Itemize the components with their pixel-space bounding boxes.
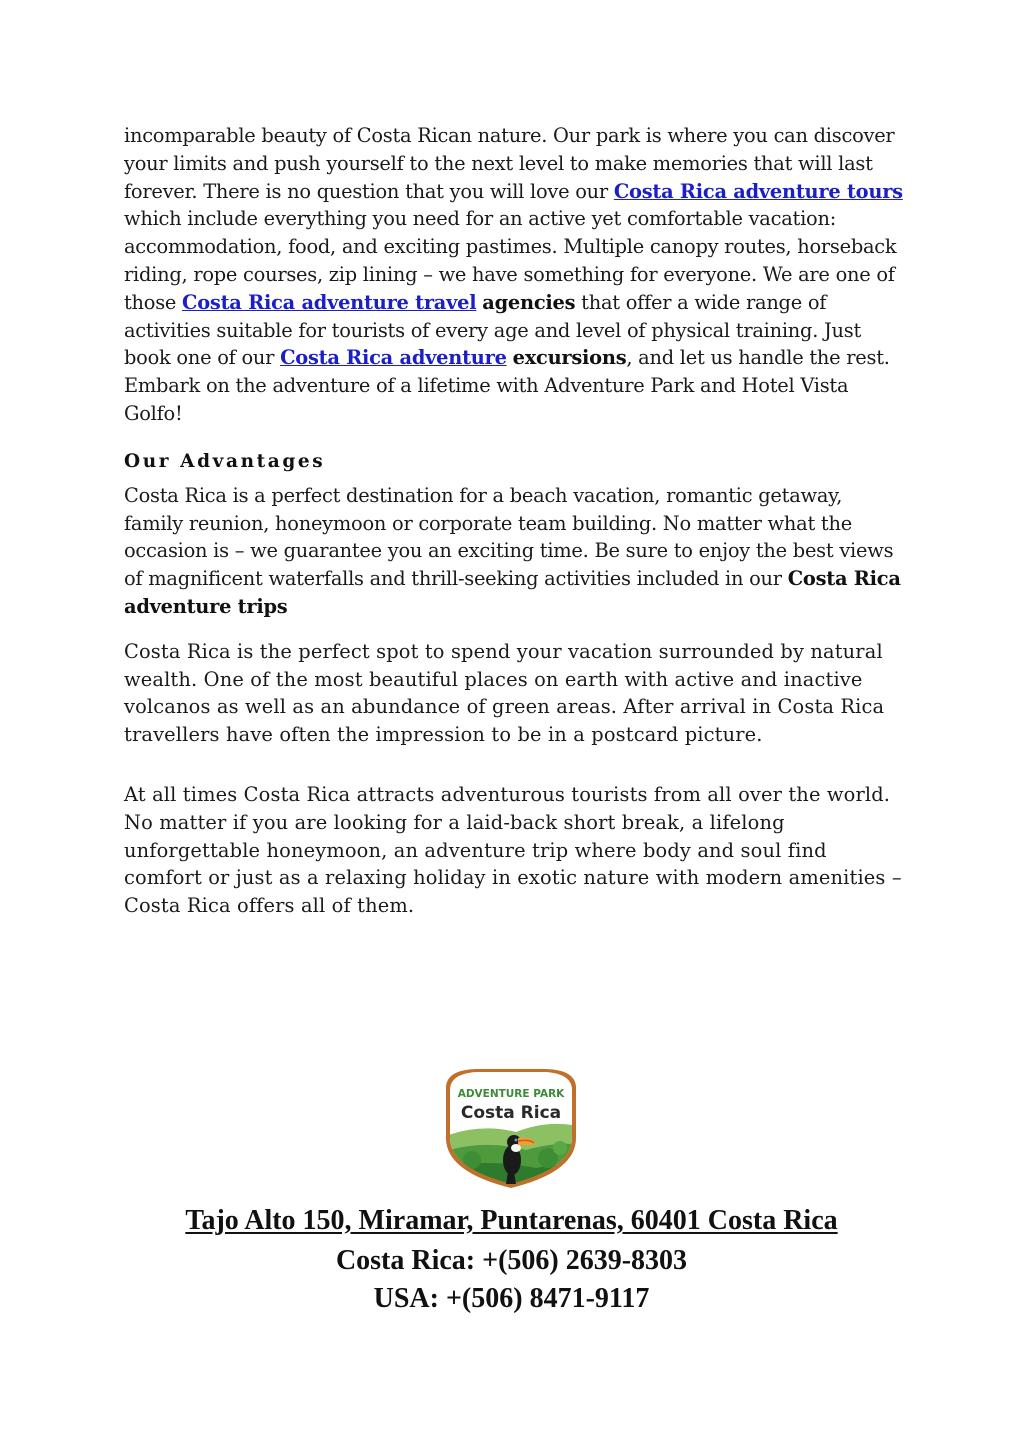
svg-text:Costa Rica: Costa Rica (460, 1103, 562, 1123)
article-body (124, 122, 904, 920)
adventure-tours-link[interactable]: Costa Rica adventure tours (613, 179, 903, 203)
adventure-travel-link[interactable]: Costa Rica adventure travel (182, 290, 477, 314)
excursions-bold: excursions (512, 346, 627, 370)
section-heading: Our Advantages (124, 450, 326, 472)
natural-wealth-paragraph: Costa Rica is the perfect spot to spend your vacation surrounded by natural wealth. One of the most beautiful places on earth with active and inactive volcanos as well as an abundance of green areas. After arrival in Costa Rica travellers have often the impression to be in a postcard picture. (124, 639, 885, 747)
footer-phone-usa: USA: +(506) 8471-9117 (373, 1283, 650, 1314)
adventurous-tourists-paragraph: At all times Costa Rica attracts adventurous tourists from all over the world. No matter if you are looking for a laid-back short break, a lifelong unforgettable honeymoon, an adventure trip where body and soul find comfort or just as a relaxing holiday in exotic nature with modern amenities – Costa Rica offers all of them. (124, 782, 902, 918)
svg-text:ADVENTURE PARK: ADVENTURE PARK (457, 1088, 565, 1100)
agencies-bold: agencies (482, 290, 576, 314)
advantages-paragraph: Costa Rica is a perfect destination for a beach vacation, romantic getaway, family reunion, honeymoon or corporate team building. No matter what the occasion is – we guarantee you an exciting time. Be sure to enjoy the best views of magnificent waterfalls and thrill-seeking activities included in our Costa Rica adventure trips (124, 483, 901, 618)
intro-paragraph: incomparable beauty of Costa Rican nature. Our park is where you can discover your limits and push yourself to the next level to make memories that will last forever. There is no question that you will love our Costa Rica adventure tours which include everything you need for an active yet comfortable vacation: accommodation, food, and exciting pastimes. Multiple canopy routes, horseback riding, rope courses, zip lining – we have something for everyone. We are one of those Costa Rica adventure travel agencies that offer a wide range of activities suitable for tourists of every age and level of physical training. Just book one of our Costa Rica adventure excursions, and let us handle the rest. Embark on the adventure of a lifetime with Adventure Park and Hotel Vista Golfo! (124, 124, 903, 425)
adventure-trips-bold: Costa Rica adventure trips (124, 567, 901, 618)
footer-phone-costa-rica: Costa Rica: +(506) 2639-8303 (335, 1245, 688, 1276)
footer-address[interactable]: Tajo Alto 150, Miramar, Puntarenas, 60401 Costa Rica (185, 1205, 838, 1236)
adventure-park-logo (436, 1068, 586, 1190)
toucan-logo-icon (436, 1068, 586, 1190)
adventure-excursions-link[interactable]: Costa Rica adventure (280, 346, 507, 370)
